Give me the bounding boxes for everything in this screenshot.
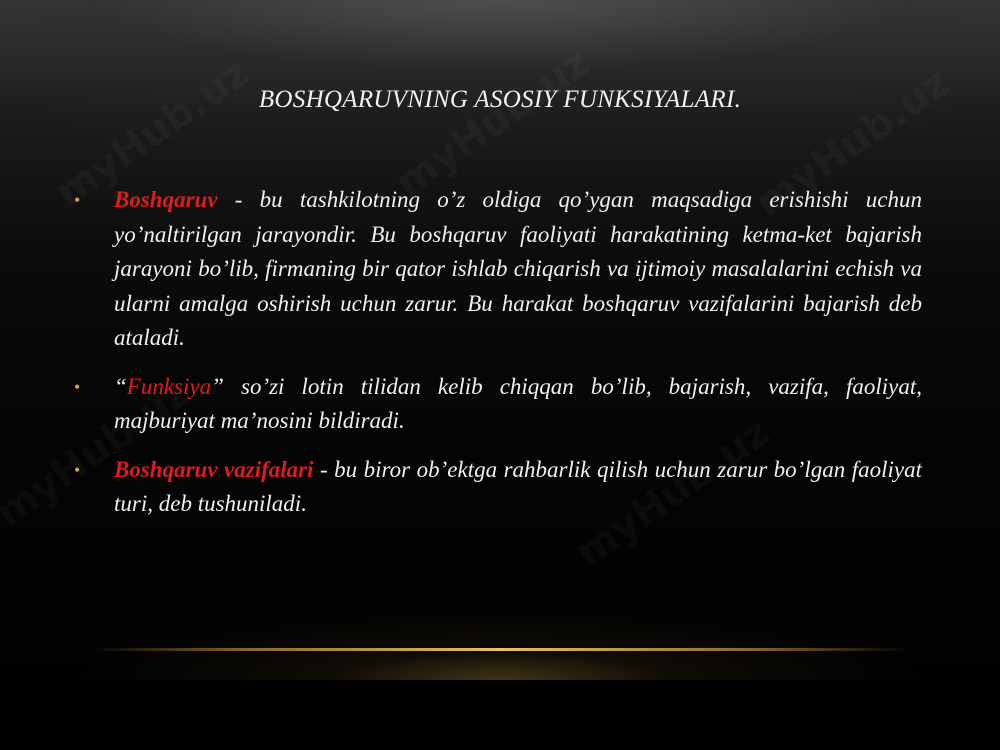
bullet-term: Boshqaruv vazifalari bbox=[114, 456, 314, 482]
bullet-icon: • bbox=[74, 376, 81, 397]
bullet-term: Funksiya bbox=[126, 373, 212, 399]
bullet-prefix: “ bbox=[114, 373, 127, 399]
bullet-text: - bu biror ob’ektga rahbarlik qilish uchun zarur bo’lgan faoliyat turi, deb tushuniladi. bbox=[114, 456, 922, 516]
slide-title: BOSHQARUVNING ASOSIY FUNKSIYALARI. bbox=[258, 86, 742, 113]
bullet-term: Boshqaruv bbox=[114, 187, 218, 212]
bullet-item bbox=[72, 370, 922, 439]
bullet-icon: • bbox=[74, 459, 81, 480]
floor-glow bbox=[0, 560, 1000, 680]
watermark bbox=[387, 40, 598, 207]
bullet-icon: • bbox=[74, 190, 81, 210]
bullet-item bbox=[72, 183, 922, 356]
accent-line bbox=[90, 648, 910, 651]
bullet-item bbox=[72, 453, 922, 522]
bullet-text: ” so’zi lotin tilidan kelib chiqqan bo’lib, bajarish, vazifa, faoliyat, majburiyat ma’nosini bildiradi. bbox=[114, 373, 922, 433]
bullet-list bbox=[72, 183, 922, 536]
bullet-text: - bu tashkilotning o’z oldiga qo’ygan maqsadiga erishishi uchun yo’naltirilgan jarayondir. Bu boshqaruv faoliyati harakatining ketma-ket bajarish jarayoni bo’lib, firmaning bir qator ishlab chiqarish va ijtimoiy masalalarini echish va ularni amalga oshirish uchun zarur. Bu harakat boshqaruv vazifalarini bajarish deb ataladi. bbox=[114, 187, 922, 350]
